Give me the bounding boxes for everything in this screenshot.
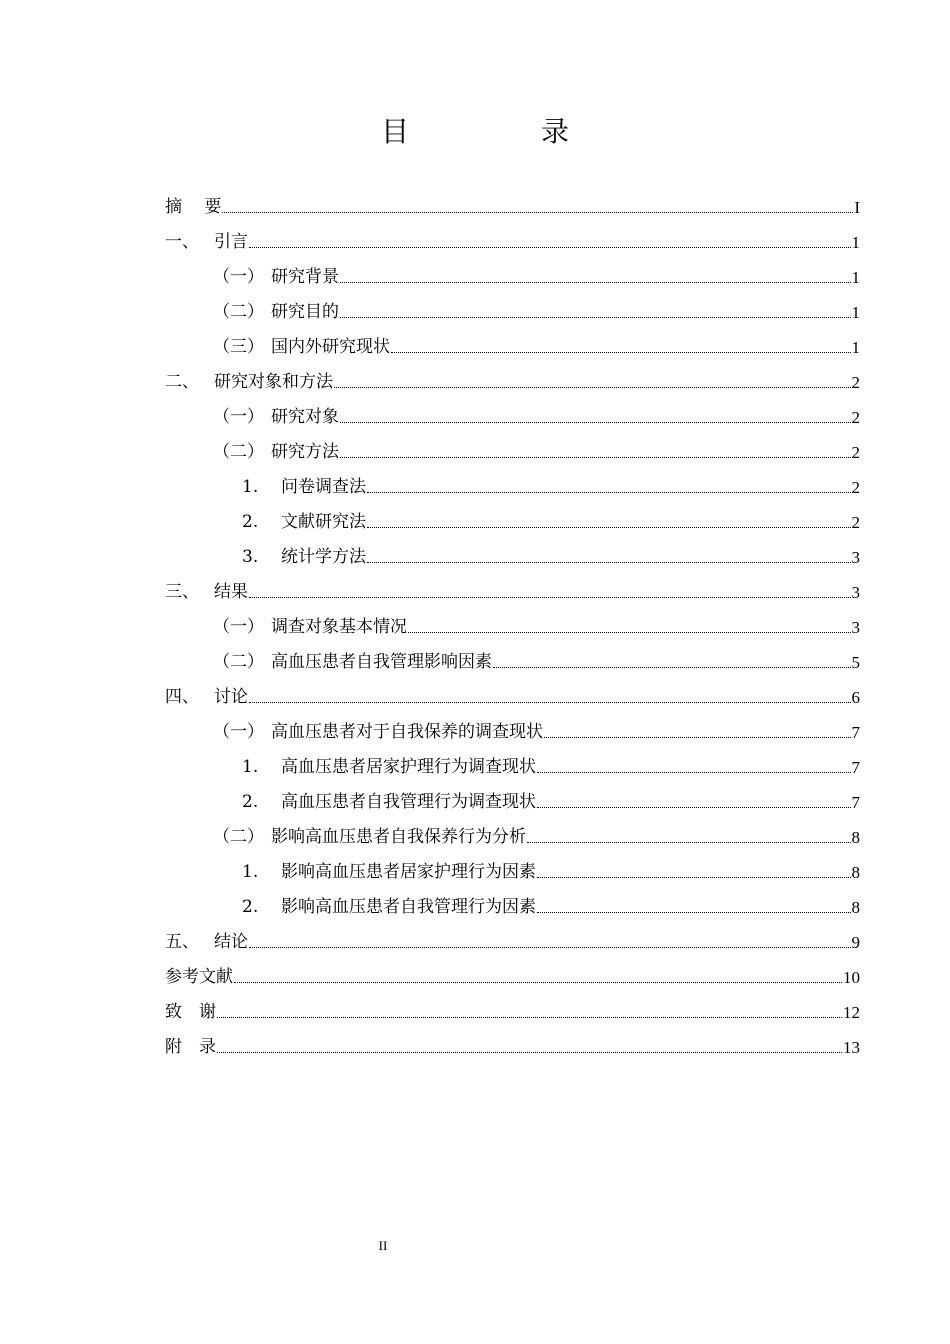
toc-entry-page: 8 — [851, 863, 860, 882]
dot-leader — [408, 610, 851, 645]
dot-leader — [249, 575, 851, 610]
toc-entry[interactable] — [165, 260, 860, 295]
toc-entry-number: 1. — [242, 477, 259, 497]
toc-entry[interactable] — [165, 470, 860, 505]
dot-leader — [537, 750, 851, 785]
toc-title: 目 录 — [380, 115, 621, 148]
toc-entry-number: 二、 — [165, 372, 199, 392]
dot-leader — [217, 995, 842, 1030]
table-of-contents — [165, 190, 860, 1065]
toc-entry-number: 四、 — [165, 687, 199, 707]
toc-entry-page: 3 — [851, 583, 860, 602]
toc-entry[interactable] — [165, 890, 860, 925]
toc-entry-page: 1 — [851, 268, 860, 287]
toc-entry-number: 1. — [242, 862, 259, 882]
toc-entry[interactable] — [165, 400, 860, 435]
toc-entry[interactable] — [165, 680, 860, 715]
toc-entry-title: 高血压患者自我管理影响因素 — [271, 652, 492, 672]
toc-entry-number: 2. — [242, 792, 259, 812]
toc-entry-number: （二） — [213, 442, 264, 462]
toc-entry[interactable] — [165, 575, 860, 610]
toc-entry-title: 参考文献 — [165, 967, 233, 987]
toc-entry-number: 一、 — [165, 232, 199, 252]
toc-entry-number: （一） — [213, 267, 264, 287]
toc-entry-title: 高血压患者对于自我保养的调查现状 — [271, 722, 543, 742]
toc-entry-title: 国内外研究现状 — [271, 337, 390, 357]
toc-entry[interactable] — [165, 225, 860, 260]
toc-entry-page: I — [854, 198, 860, 217]
toc-entry-number: 2. — [242, 512, 259, 532]
toc-entry-number: 2. — [242, 897, 259, 917]
toc-entry[interactable] — [165, 855, 860, 890]
toc-entry[interactable] — [165, 295, 860, 330]
dot-leader — [340, 295, 851, 330]
dot-leader — [340, 435, 851, 470]
toc-entry-page: 10 — [843, 968, 860, 987]
toc-entry[interactable] — [165, 925, 860, 960]
toc-entry[interactable] — [165, 190, 860, 225]
toc-entry-number: （三） — [213, 337, 264, 357]
dot-leader — [249, 225, 851, 260]
dot-leader — [493, 645, 851, 680]
toc-entry-number: （二） — [213, 827, 264, 847]
toc-entry-page: 9 — [851, 933, 860, 952]
toc-entry-page: 1 — [851, 303, 860, 322]
toc-entry-title: 统计学方法 — [281, 547, 366, 567]
toc-entry-page: 1 — [851, 338, 860, 357]
toc-entry-page: 7 — [851, 758, 860, 777]
dot-leader — [249, 925, 851, 960]
toc-entry-number: 五、 — [165, 932, 199, 952]
dot-leader — [340, 260, 851, 295]
toc-entry[interactable] — [165, 995, 860, 1030]
toc-entry-title: 研究背景 — [271, 267, 339, 287]
toc-entry-number: （一） — [213, 617, 264, 637]
toc-entry-title: 高血压患者居家护理行为调查现状 — [281, 757, 536, 777]
dot-leader — [234, 960, 842, 995]
dot-leader — [367, 505, 851, 540]
toc-entry-title: 引言 — [214, 232, 248, 252]
toc-entry[interactable] — [165, 540, 860, 575]
toc-entry-page: 2 — [851, 373, 860, 392]
toc-entry-title: 研究对象 — [271, 407, 339, 427]
toc-entry[interactable] — [165, 1030, 860, 1065]
toc-entry[interactable] — [165, 715, 860, 750]
toc-entry-page: 1 — [851, 233, 860, 252]
toc-entry-number: （一） — [213, 407, 264, 427]
toc-entry[interactable] — [165, 960, 860, 995]
toc-entry-page: 6 — [851, 688, 860, 707]
toc-entry-page: 5 — [851, 653, 860, 672]
toc-entry-page: 12 — [843, 1003, 860, 1022]
toc-entry-number: 三、 — [165, 582, 199, 602]
page-number: II — [378, 1238, 388, 1253]
dot-leader — [391, 330, 851, 365]
toc-entry-page: 2 — [851, 443, 860, 462]
toc-entry-title: 问卷调查法 — [281, 477, 366, 497]
dot-leader — [367, 470, 851, 505]
toc-entry-title: 结论 — [214, 932, 248, 952]
toc-entry-page: 2 — [851, 408, 860, 427]
toc-entry[interactable] — [165, 505, 860, 540]
dot-leader — [537, 785, 851, 820]
toc-entry-title: 致 谢 — [165, 1002, 216, 1022]
toc-entry-title: 研究目的 — [271, 302, 339, 322]
toc-entry-page: 8 — [851, 898, 860, 917]
toc-entry-title: 高血压患者自我管理行为调查现状 — [281, 792, 536, 812]
toc-entry-number: （一） — [213, 722, 264, 742]
toc-entry-page: 13 — [843, 1038, 860, 1057]
toc-entry-page: 2 — [851, 478, 860, 497]
dot-leader — [249, 680, 851, 715]
toc-entry[interactable] — [165, 330, 860, 365]
toc-entry-title: 研究方法 — [271, 442, 339, 462]
toc-entry[interactable] — [165, 435, 860, 470]
toc-entry[interactable] — [165, 610, 860, 645]
toc-entry[interactable] — [165, 365, 860, 400]
toc-entry-title: 结果 — [214, 582, 248, 602]
toc-entry[interactable] — [165, 645, 860, 680]
dot-leader — [334, 365, 851, 400]
toc-entry-title: 讨论 — [214, 687, 248, 707]
toc-entry-page: 3 — [851, 548, 860, 567]
toc-entry[interactable] — [165, 750, 860, 785]
toc-entry-page: 7 — [851, 793, 860, 812]
toc-entry-title: 影响高血压患者自我保养行为分析 — [271, 827, 526, 847]
toc-entry-title: 摘 要 — [165, 197, 222, 217]
toc-entry-title: 附 录 — [165, 1037, 216, 1057]
toc-entry-title: 调查对象基本情况 — [271, 617, 407, 637]
dot-leader — [537, 855, 851, 890]
dot-leader — [367, 540, 851, 575]
toc-entry-page: 3 — [851, 618, 860, 637]
dot-leader — [217, 1030, 842, 1065]
toc-entry-number: （二） — [213, 302, 264, 322]
toc-entry-page: 8 — [851, 828, 860, 847]
dot-leader — [222, 190, 853, 225]
toc-entry-number: 3. — [242, 547, 259, 567]
toc-entry[interactable] — [165, 820, 860, 855]
toc-entry-number: 1. — [242, 757, 259, 777]
toc-entry-title: 影响高血压患者自我管理行为因素 — [281, 897, 536, 917]
toc-entry-number: （二） — [213, 652, 264, 672]
toc-entry-title: 影响高血压患者居家护理行为因素 — [281, 862, 536, 882]
toc-entry-page: 2 — [851, 513, 860, 532]
toc-entry[interactable] — [165, 785, 860, 820]
dot-leader — [340, 400, 851, 435]
dot-leader — [527, 820, 851, 855]
toc-entry-page: 7 — [851, 723, 860, 742]
dot-leader — [537, 890, 851, 925]
toc-entry-title: 文献研究法 — [281, 512, 366, 532]
dot-leader — [544, 715, 851, 750]
toc-entry-title: 研究对象和方法 — [214, 372, 333, 392]
